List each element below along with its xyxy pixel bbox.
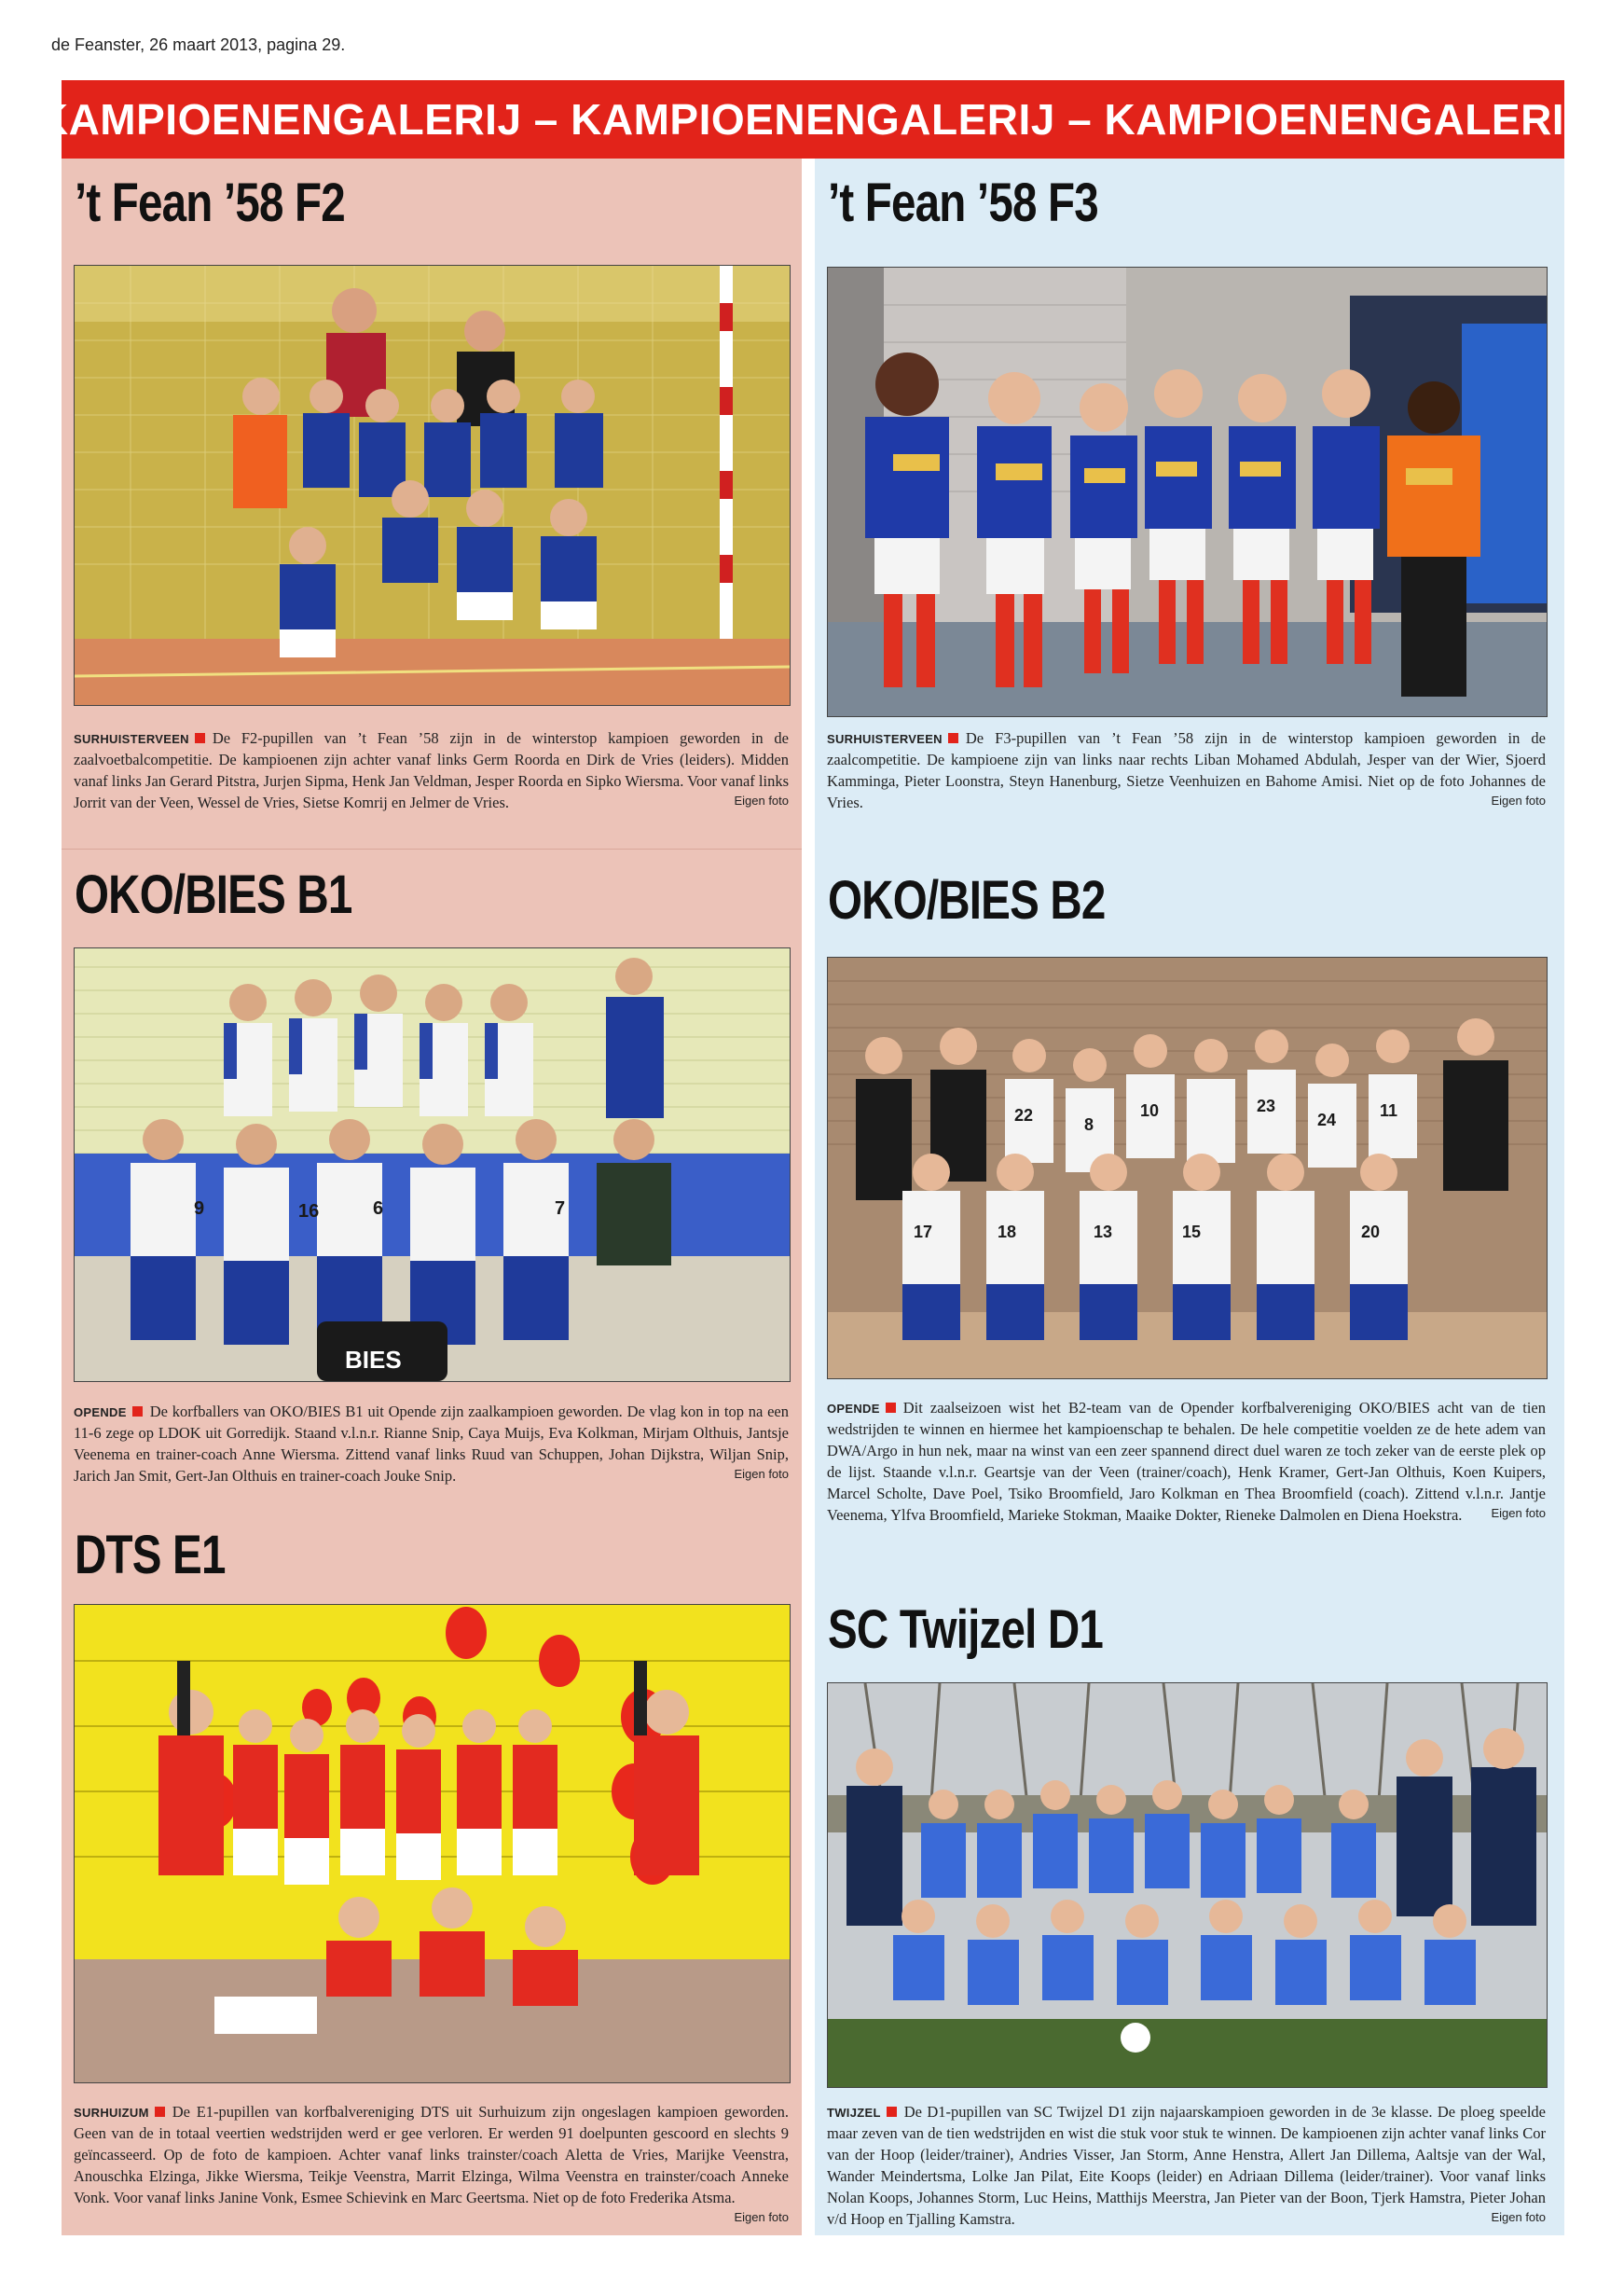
caption-place: SURHUIZUM [74,2106,149,2120]
photo-caption [74,2101,789,2224]
right-column [815,159,1564,2235]
shirt-number: 17 [914,1223,933,1241]
photo-caption [74,1401,789,1486]
shirt-number: 13 [1094,1223,1113,1241]
shirt-number: 10 [1140,1101,1160,1120]
shirt-number: 18 [998,1223,1017,1241]
team-photo-oko-bies-b1 [74,947,791,1382]
bullet-square-icon [155,2107,165,2117]
shirt-number: 7 [555,1198,566,1219]
bullet-square-icon [132,1406,143,1417]
shirt-number: 9 [194,1198,205,1219]
caption-place: SURHUISTERVEEN [827,732,943,746]
team-photo-fean-f2 [74,265,791,706]
shirt-number: 23 [1257,1097,1276,1115]
shirt-number: 8 [1084,1115,1094,1134]
bag-print: BIES [345,1346,402,1374]
caption-text: De korfballers van OKO/BIES B1 uit Opende zijn zaalkampioen geworden. De vlag kon in top na een 11-6 zege op LDOK uit Gorredijk. Staand v.l.n.r. Rianne Snip, Caya Muijs, Eva Kolkman, Mirjam Olthuis, Jantsje Veenema en trainer-coach Anne Wiersma. Zittend vanaf links Ruud van Schuppen, Johan Dijkstra, Wiljan Snip, Jarich Jan Smit, Gert-Jan Olthuis en trainer-coach Jouke Snip. [74,1403,789,1485]
photo-caption [74,727,789,813]
shirt-number: 20 [1361,1223,1381,1241]
caption-place: OPENDE [74,1405,127,1419]
photo-caption [827,1397,1546,1526]
team-photo-dts-e1 [74,1604,791,2083]
photo-caption [827,2101,1546,2230]
photo-credit: Eigen foto [1491,794,1546,808]
team-photo-fean-f3 [827,267,1548,717]
article-title: OKO/BIES B2 [828,870,1106,931]
left-column [62,159,802,2235]
caption-text: De D1-pupillen van SC Twijzel D1 zijn najaarskampioen geworden in de 3e klasse. De ploeg speelde maar zeven van de tien wedstrijden en wist die stuk voor stuk te winnen. De kampioenen zijn achter vanaf links Cor van der Hoop (leider/trainer), Andries Visser, Jan Storm, Anne Henstra, Allert Jan Dillema, Aaltsje van der Wal, Wander Meindertsma, Lolke Jan Pilat, Eite Koops (leider) en Adriaan Dillema (leider/trainer). Voor vanaf links Nolan Koops, Johannes Storm, Luc Heins, Matthijs Meerstra, Jan Pieter van der Boon, Tjerk Hamstra, Pieter Johan v/d Hoop en Tjalling Kamstra. [827,2103,1546,2228]
photo-credit: Eigen foto [1491,1506,1546,1520]
caption-text: De E1-pupillen van korfbalvereniging DTS uit Surhuizum zijn ongeslagen kampioen geworden. Geen van de in totaal veertien wedstrijden werd er gee verloren. Er werden 91 doelpunten gescoord en slechts 9 geïncasseerd. Op de foto de kampioen. Achter vanaf links trainster/coach Aletta de Vries, Marijke Veenstra, Anouschka Elzinga, Jikke Wiersma, Teikje Veenstra, Marrit Elzinga, Wilma Veenstra en trainster/coach Anneke Vonk. Voor vanaf links Janine Vonk, Esmee Schievink en Marc Geertsma. Niet op de foto Frederika Atsma. [74,2103,789,2206]
photo-credit: Eigen foto [734,1467,789,1481]
shirt-number: 6 [373,1198,384,1219]
page-header: de Feanster, 26 maart 2013, pagina 29. [51,35,346,54]
bullet-square-icon [886,1403,896,1413]
article-title: ’t Fean ’58 F3 [828,173,1098,233]
bullet-square-icon [195,733,205,743]
article-title: ’t Fean ’58 F2 [75,173,345,233]
photo-credit: Eigen foto [734,794,789,808]
shirt-number: 24 [1317,1111,1337,1129]
caption-text: Dit zaalseizoen wist het B2-team van de Opender korfbalvereniging OKO/BIES acht van de tien wedstrijden te winnen en hiermee het kampioenschap te behalen. De hele competitie voelden ze de hete adem van DWA/Argo in hun nek, maar na winst van een zeer spannend direct duel waren ze toch zeker van de eerste plek op de lijst. Staande v.l.n.r. Geartsje van der Veen (trainer/coach), Henk Kramer, Gert-Jan Olthuis, Koen Kuipers, Marcel Scholte, Dave Poel, Tsiko Broomfield, Jaro Kolkman en Thea Broomfield (coach). Zittend v.l.n.r. Jantje Veenema, Ylfva Broomfield, Marieke Stokman, Maaike Dokter, Rieneke Dalmolen en Diena Hoekstra. [827,1399,1546,1524]
section-banner: - KAMPIOENENGALERIJ – KAMPIOENENGALERIJ – KAMPIOENENGALERIJ - [62,80,1564,159]
photo-credit: Eigen foto [1491,2210,1546,2224]
divider [62,849,802,850]
team-photo-oko-bies-b2 [827,957,1548,1379]
article-title: SC Twijzel D1 [828,1599,1104,1660]
shirt-number: 15 [1182,1223,1202,1241]
bullet-square-icon [948,733,958,743]
caption-text: De F2-pupillen van ’t Fean ’58 zijn in de winterstop kampioen geworden in de zaalvoetbalcompetitie. De kampioenen zijn achter vanaf links Germ Roorda en Dirk de Vries (leiders). Midden vanaf links Jan Gerard Pitstra, Jurjen Sipma, Henk Jan Veldman, Jesper Roorda en Sipko Wiersma. Voor vanaf links Jorrit van der Veen, Wessel de Vries, Sietse Komrij en Jelmer de Vries. [74,729,789,811]
caption-place: OPENDE [827,1402,880,1416]
article-title: DTS E1 [75,1525,226,1585]
shirt-number: 16 [298,1201,320,1222]
caption-place: TWIJZEL [827,2106,881,2120]
article-title: OKO/BIES B1 [75,864,352,925]
shirt-number: 22 [1014,1106,1034,1125]
team-photo-sc-twijzel-d1 [827,1682,1548,2088]
caption-place: SURHUISTERVEEN [74,732,189,746]
photo-caption [827,727,1546,813]
photo-credit: Eigen foto [734,2210,789,2224]
shirt-number: 11 [1380,1101,1398,1120]
caption-text: De F3-pupillen van ’t Fean ’58 zijn in de winterstop kampioen geworden in de zaalcompetitie. De kampioene zijn van links naar rechts Liban Mohamed Abdulah, Jesper van der Wier, Sjoerd Kamminga, Pieter Loonstra, Steyn Hanenburg, Sietze Veenhuizen en Bahome Amisi. Niet op de foto Johannes de Vries. [827,729,1546,811]
bullet-square-icon [887,2107,897,2117]
